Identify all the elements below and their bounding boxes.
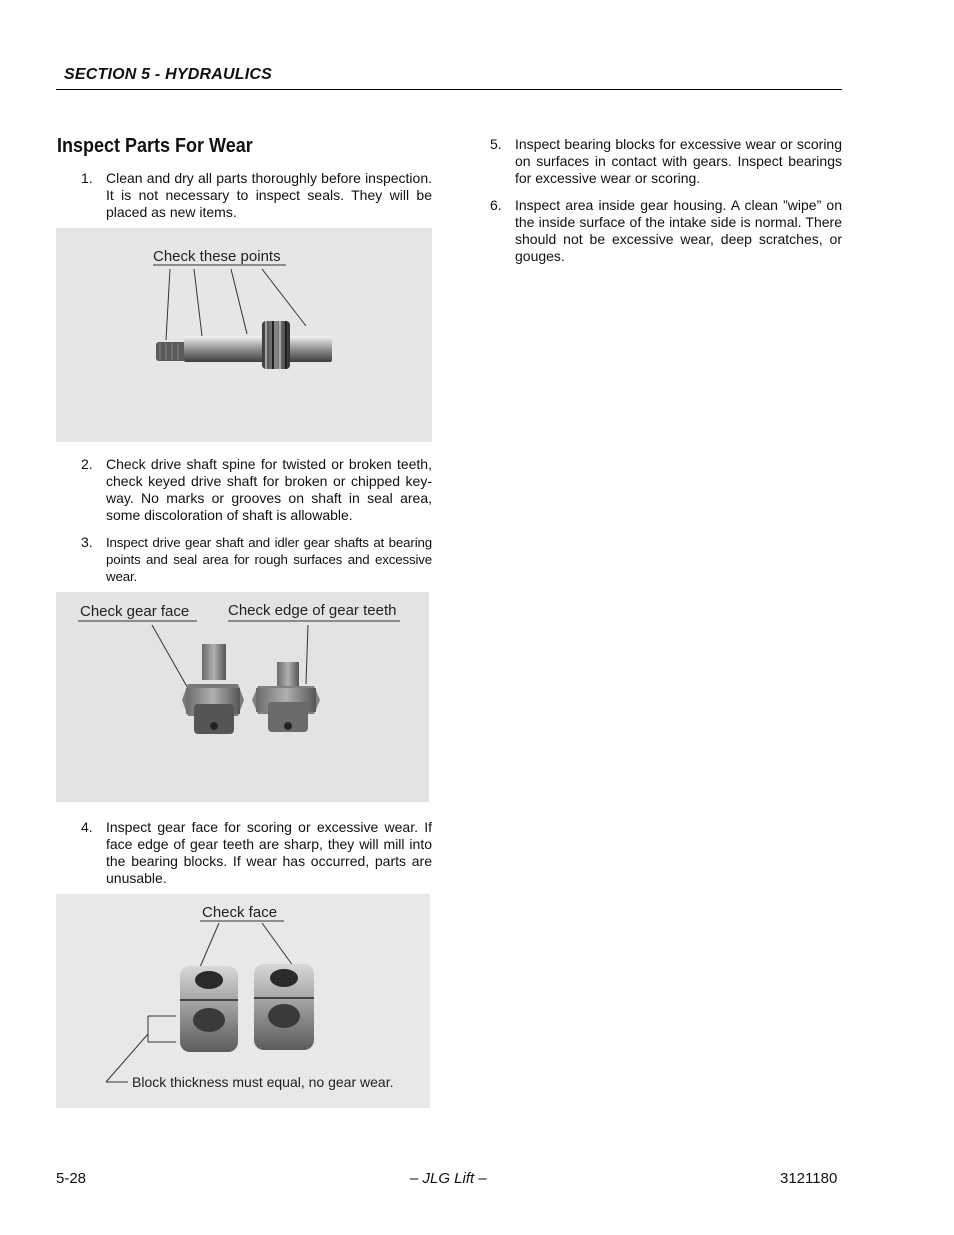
bearing-block-photo (56, 894, 430, 1108)
step-number: 2. (81, 456, 93, 472)
step-number: 6. (490, 197, 502, 213)
check-edge-gear-teeth-label: Check edge of gear teeth (228, 602, 397, 619)
step-2 (81, 456, 432, 526)
step-number: 4. (81, 819, 93, 835)
document-number: 3121180 (780, 1170, 838, 1187)
step-text: Inspect area inside gear housing. A clean ”wipe” on the inside surface of the intake side is normal. There should not be excessive wear, deep scratches, or gouges. (515, 197, 842, 264)
step-number: 1. (81, 170, 93, 186)
step-4 (81, 819, 432, 889)
step-1 (81, 170, 432, 224)
footer-center: – JLG Lift – (410, 1170, 487, 1187)
step-6 (490, 197, 842, 267)
step-number: 5. (490, 136, 502, 152)
check-gear-face-label: Check gear face (80, 603, 190, 620)
step-5 (490, 136, 842, 190)
step-text: Inspect gear face for scoring or excessive wear. If face edge of gear teeth are sharp, they will mill into the bearing blocks. If wear has occurred, parts are unusable. (106, 819, 432, 886)
step-text: Inspect bearing blocks for excessive wear or scoring on surfaces in contact with gears. Inspect bearings for excessive wear or scoring. (515, 136, 842, 186)
page-title: Inspect Parts For Wear (57, 135, 253, 157)
check-face-label: Check face (202, 904, 278, 921)
step-3 (81, 534, 432, 588)
step-text: Clean and dry all parts thoroughly before inspection. It is not necessary to inspect seals. They will be placed as new items. (106, 170, 432, 220)
drive-shaft-photo (56, 228, 432, 442)
check-these-points-label: Check these points (153, 248, 281, 265)
page-number: 5-28 (56, 1170, 87, 1187)
step-text: Inspect drive gear shaft and idler gear shafts at bearing points and seal area for rough surfaces and excessive wear. (106, 535, 432, 584)
block-thickness-label: Block thickness must equal, no gear wear. (132, 1074, 394, 1090)
gear-photo (56, 592, 429, 802)
header-rule (56, 89, 842, 90)
step-number: 3. (81, 534, 93, 550)
step-text: Check drive shaft spine for twisted or broken teeth, check keyed drive shaft for broken or chipped key-way. No marks or grooves on shaft in seal area, some discoloration of shaft is allowable. (106, 456, 432, 523)
section-header: SECTION 5 - HYDRAULICS (64, 66, 272, 83)
